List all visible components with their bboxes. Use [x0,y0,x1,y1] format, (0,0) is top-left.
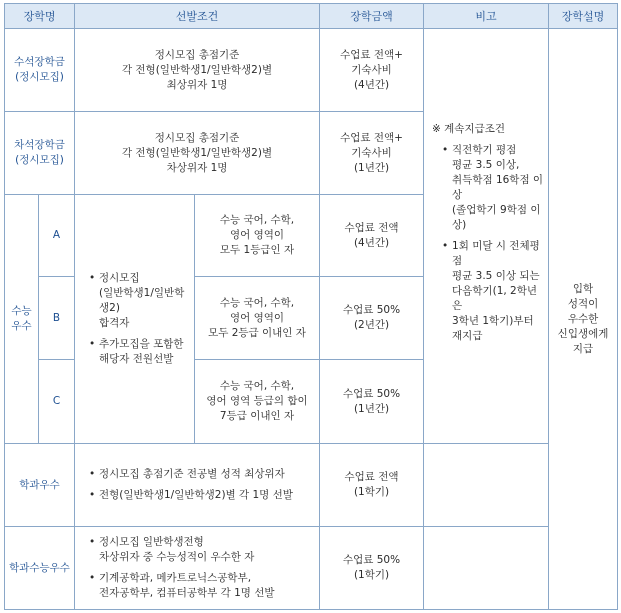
header-name: 장학명 [5,4,75,29]
condition-list [75,444,320,527]
common-condition [75,195,195,444]
amount: 수업료 50% (1학기) [320,527,424,610]
remarks-cell [424,29,549,444]
condition-item: • 전형(일반학생1/일반학생2)별 각 1명 선발 [99,488,316,503]
remark-item: • 직전학기 평점 평균 3.5 이상, 취득학점 16학점 이상 (졸업학기 9학점 이상) [452,143,545,233]
grade-b: B [39,277,75,360]
scholarship-name: 수능 우수 [5,195,39,444]
table-row [5,29,618,112]
condition-item: • 기계공학과, 메카트로닉스공학부, 전자공학부, 컴퓨터공학부 각 1명 선발 [99,571,316,601]
empty-remarks [424,527,549,610]
amount: 수업료 전액 (4년간) [320,195,424,277]
remark-item: • 1회 미달 시 전체평점 평균 3.5 이상 되는 다음학기(1, 2학년은 3학년 1학기)부터 재지급 [452,239,545,344]
description: 입학 성적이 우수한 신입생에게 지급 [549,29,618,610]
condition: 수능 국어, 수학, 영어 영역이 모두 2등급 이내인 자 [195,277,320,360]
amount: 수업료 50% (2년간) [320,277,424,360]
condition-item: • 정시모집 일반학생전형 차상위자 중 수능성적이 우수한 자 [99,535,316,565]
condition: 수능 국어, 수학, 영어 영역이 모두 1등급인 자 [195,195,320,277]
scholarship-name: 차석장학금 (정시모집) [5,112,75,195]
header-row [5,4,618,29]
scholarship-name: 학과수능우수 [5,527,75,610]
amount: 수업료 전액+ 기숙사비 (4년간) [320,29,424,112]
condition: 정시모집 총점기준 각 전형(일반학생1/일반학생2)별 차상위자 1명 [75,112,320,195]
common-condition-item: • 추가모집을 포함한 해당자 전원선발 [99,337,191,367]
amount: 수업료 전액+ 기숙사비 (1년간) [320,112,424,195]
condition: 정시모집 총점기준 각 전형(일반학생1/일반학생2)별 최상위자 1명 [75,29,320,112]
table-row [5,444,618,527]
condition: 수능 국어, 수학, 영어 영역 등급의 합이 7등급 이내인 자 [195,360,320,444]
table-row [5,527,618,610]
header-remarks: 비고 [424,4,549,29]
grade-a: A [39,195,75,277]
header-amount: 장학금액 [320,4,424,29]
empty-remarks [424,444,549,527]
condition-list [75,527,320,610]
remarks-title: ※ 계속지급조건 [432,123,506,135]
common-condition-item: • 정시모집 (일반학생1/일반학생2) 합격자 [99,271,191,331]
header-description: 장학설명 [549,4,618,29]
grade-c: C [39,360,75,444]
scholarship-name: 학과우수 [5,444,75,527]
header-condition: 선발조건 [75,4,320,29]
condition-item: • 정시모집 총점기준 전공별 성적 최상위자 [99,467,316,482]
amount: 수업료 전액 (1학기) [320,444,424,527]
scholarship-name: 수석장학금 (정시모집) [5,29,75,112]
scholarship-table [4,3,618,610]
amount: 수업료 50% (1년간) [320,360,424,444]
